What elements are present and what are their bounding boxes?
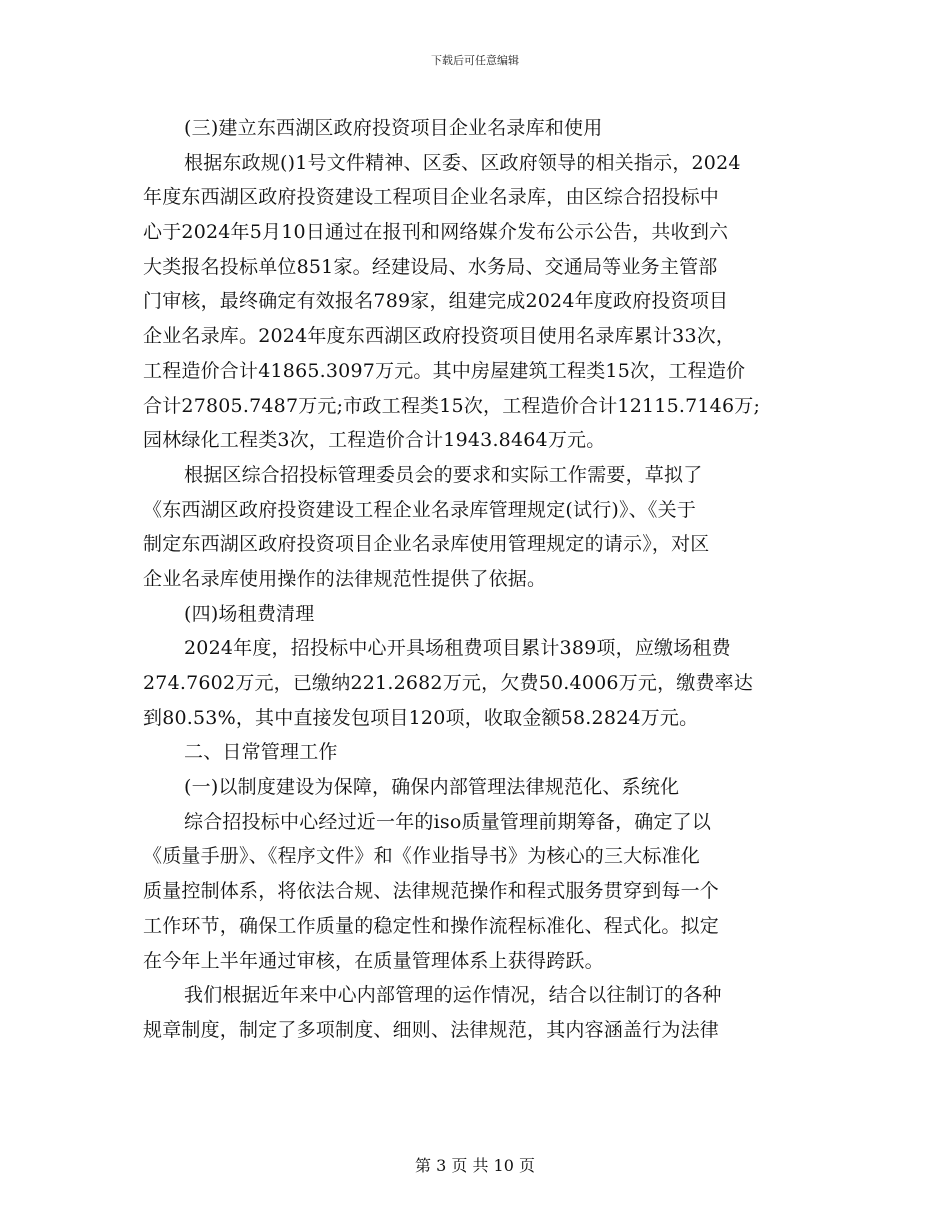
text-line: 根据东政规()1号文件精神、区委、区政府领导的相关指示，2024 bbox=[184, 151, 741, 174]
text-line: (三)建立东西湖区政府投资项目企业名录库和使用 bbox=[184, 117, 603, 139]
text-line: 合计27805.7487万元;市政工程类15次，工程造价合计12115.7146万; bbox=[143, 394, 761, 417]
text-line: 工作环节，确保工作质量的稳定性和操作流程标准化、程式化。拟定 bbox=[143, 914, 720, 937]
text-line: (一)以制度建设为保障，确保内部管理法律规范化、系统化 bbox=[184, 776, 680, 799]
text-line: 门审核，最终确定有效报名789家，组建完成2024年度政府投资项目 bbox=[143, 290, 729, 313]
text-line: 根据区综合招投标管理委员会的要求和实际工作需要，草拟了 bbox=[184, 463, 703, 486]
text-line: 企业名录库。2024年度东西湖区政府投资项目使用名录库累计33次， bbox=[143, 325, 736, 348]
text-line: 《质量手册》、《程序文件》和《作业指导书》为核心的三大标准化 bbox=[143, 845, 701, 868]
text-line: 274.7602万元，已缴纳221.2682万元，欠费50.4006万元，缴费率达 bbox=[143, 672, 754, 694]
text-line: 二、日常管理工作 bbox=[184, 741, 338, 764]
text-line: 年度东西湖区政府投资建设工程项目企业名录库，由区综合招投标中 bbox=[143, 186, 720, 209]
text-line: 大类报名投标单位851家。经建设局、水务局、交通局等业务主管部 bbox=[143, 255, 718, 278]
text-line: 到80.53%，其中直接发包项目120项，收取金额58.2824万元。 bbox=[143, 706, 699, 729]
text-line: 企业名录库使用操作的法律规范性提供了依据。 bbox=[143, 567, 547, 590]
text-line: 规章制度，制定了多项制度、细则、法律规范，其内容涵盖行为法律 bbox=[143, 1018, 720, 1041]
text-line: (四)场租费清理 bbox=[184, 602, 315, 625]
page-number-footer: 第 3 页 共 10 页 bbox=[415, 1156, 535, 1175]
text-line: 2024年度，招投标中心开具场租费项目累计389项，应缴场租费 bbox=[184, 637, 731, 660]
document-body bbox=[143, 111, 815, 1048]
page-header: 下载后可任意编辑 bbox=[431, 54, 519, 67]
text-line: 综合招投标中心经过近一年的iso质量管理前期筹备，确定了以 bbox=[184, 810, 712, 833]
text-line: 我们根据近年来中心内部管理的运作情况，结合以往制订的各种 bbox=[184, 984, 722, 1007]
text-line: 园林绿化工程类3次，工程造价合计1943.8464万元。 bbox=[143, 429, 606, 452]
text-line: 心于2024年5月10日通过在报刊和网络媒介发布公示公告，共收到六 bbox=[143, 221, 729, 244]
text-line: 《东西湖区政府投资建设工程企业名录库管理规定(试行)》、《关于 bbox=[143, 498, 697, 521]
text-line: 质量控制体系，将依法合规、法律规范操作和程式服务贯穿到每一个 bbox=[143, 880, 720, 903]
text-line: 工程造价合计41865.3097万元。其中房屋建筑工程类15次，工程造价 bbox=[143, 359, 746, 382]
text-line: 在今年上半年通过审核，在质量管理体系上获得跨跃。 bbox=[143, 949, 604, 972]
text-line: 制定东西湖区政府投资项目企业名录库使用管理规定的请示》，对区 bbox=[143, 533, 710, 556]
